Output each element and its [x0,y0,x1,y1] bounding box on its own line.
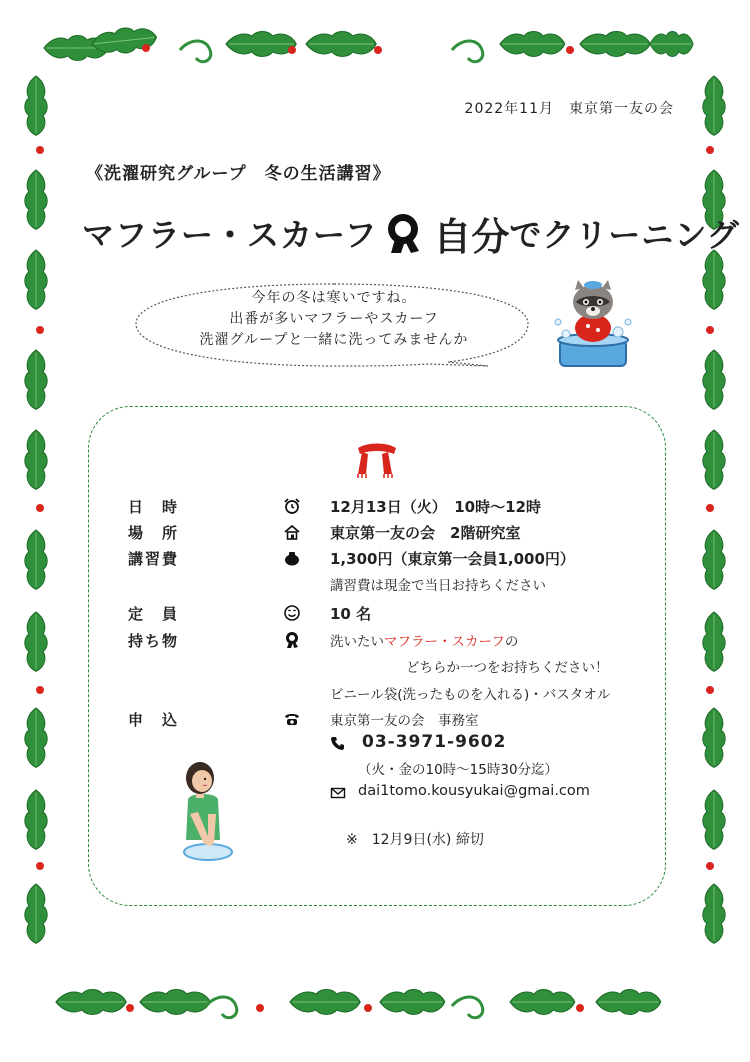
label-capacity: 定 員 [128,605,180,623]
scarf-small-icon [283,631,301,649]
bring-line-2: どちらか一つをお持ちください！ [406,660,609,676]
subtitle: 《洗濯研究グループ 冬の生活講習》 [86,164,391,184]
scarf-icon [381,211,425,255]
phone-number: 03-3971-9602 [362,732,507,752]
mail-icon [330,785,346,801]
label-datetime: 日 時 [128,498,180,516]
red-scarf-icon [354,440,400,480]
smiley-icon [283,604,301,622]
fee-value: 1,300円（東京第一会員1,000円） [330,550,575,568]
bring-suffix: の [504,634,519,650]
page-title [82,203,740,263]
label-place: 場 所 [128,524,180,542]
fee-note: 講習費は現金で当日お持ちください [330,578,546,594]
bubble-line-3: 洗濯グループと一緒に洗ってみませんか [199,332,469,348]
apply-org: 東京第一友の会 事務室 [330,713,479,729]
woman-washing-illustration [170,754,236,864]
datetime-value: 12月13日（火） 10時～12時 [330,498,541,516]
place-value: 東京第一友の会 2階研究室 [330,524,521,542]
bubble-line-1: 今年の冬は寒いですね。 [251,290,417,306]
label-apply: 申 込 [128,711,180,729]
bottom-holly [56,990,661,1018]
phone-hours: （火・金の10時～15時30分迄） [358,762,559,778]
bring-prefix: 洗いたい [330,634,384,650]
title-part-1: マフラー・スカーフ [82,216,378,254]
handset-icon [330,735,346,751]
wallet-icon [283,549,301,567]
capacity-value: 10 名 [330,605,372,623]
house-icon [283,523,301,541]
label-bring: 持ち物 [128,632,180,650]
bring-highlight: マフラー・スカーフ [384,634,505,650]
left-holly [25,76,48,943]
title-part-3: でクリーニング [509,216,740,254]
bring-line-1 [330,630,518,650]
top-holly [44,25,693,62]
title-part-2: 自分 [433,214,510,259]
bring-line-3: ビニール袋(洗ったものを入れる)・バスタオル [330,687,611,703]
phone-icon [283,710,301,728]
deadline-note: ※ 12月9日(水) 締切 [346,832,484,848]
bubble-text [168,288,500,351]
raccoon-washing-illustration [548,266,638,376]
alarm-clock-icon [283,497,301,515]
label-fee: 講習費 [128,550,180,568]
date-organization: 2022年11月 東京第一友の会 [464,101,674,117]
email-address: dai1tomo.kousyukai@gmai.com [358,783,590,799]
bubble-line-2: 出番が多いマフラーやスカーフ [229,311,439,327]
